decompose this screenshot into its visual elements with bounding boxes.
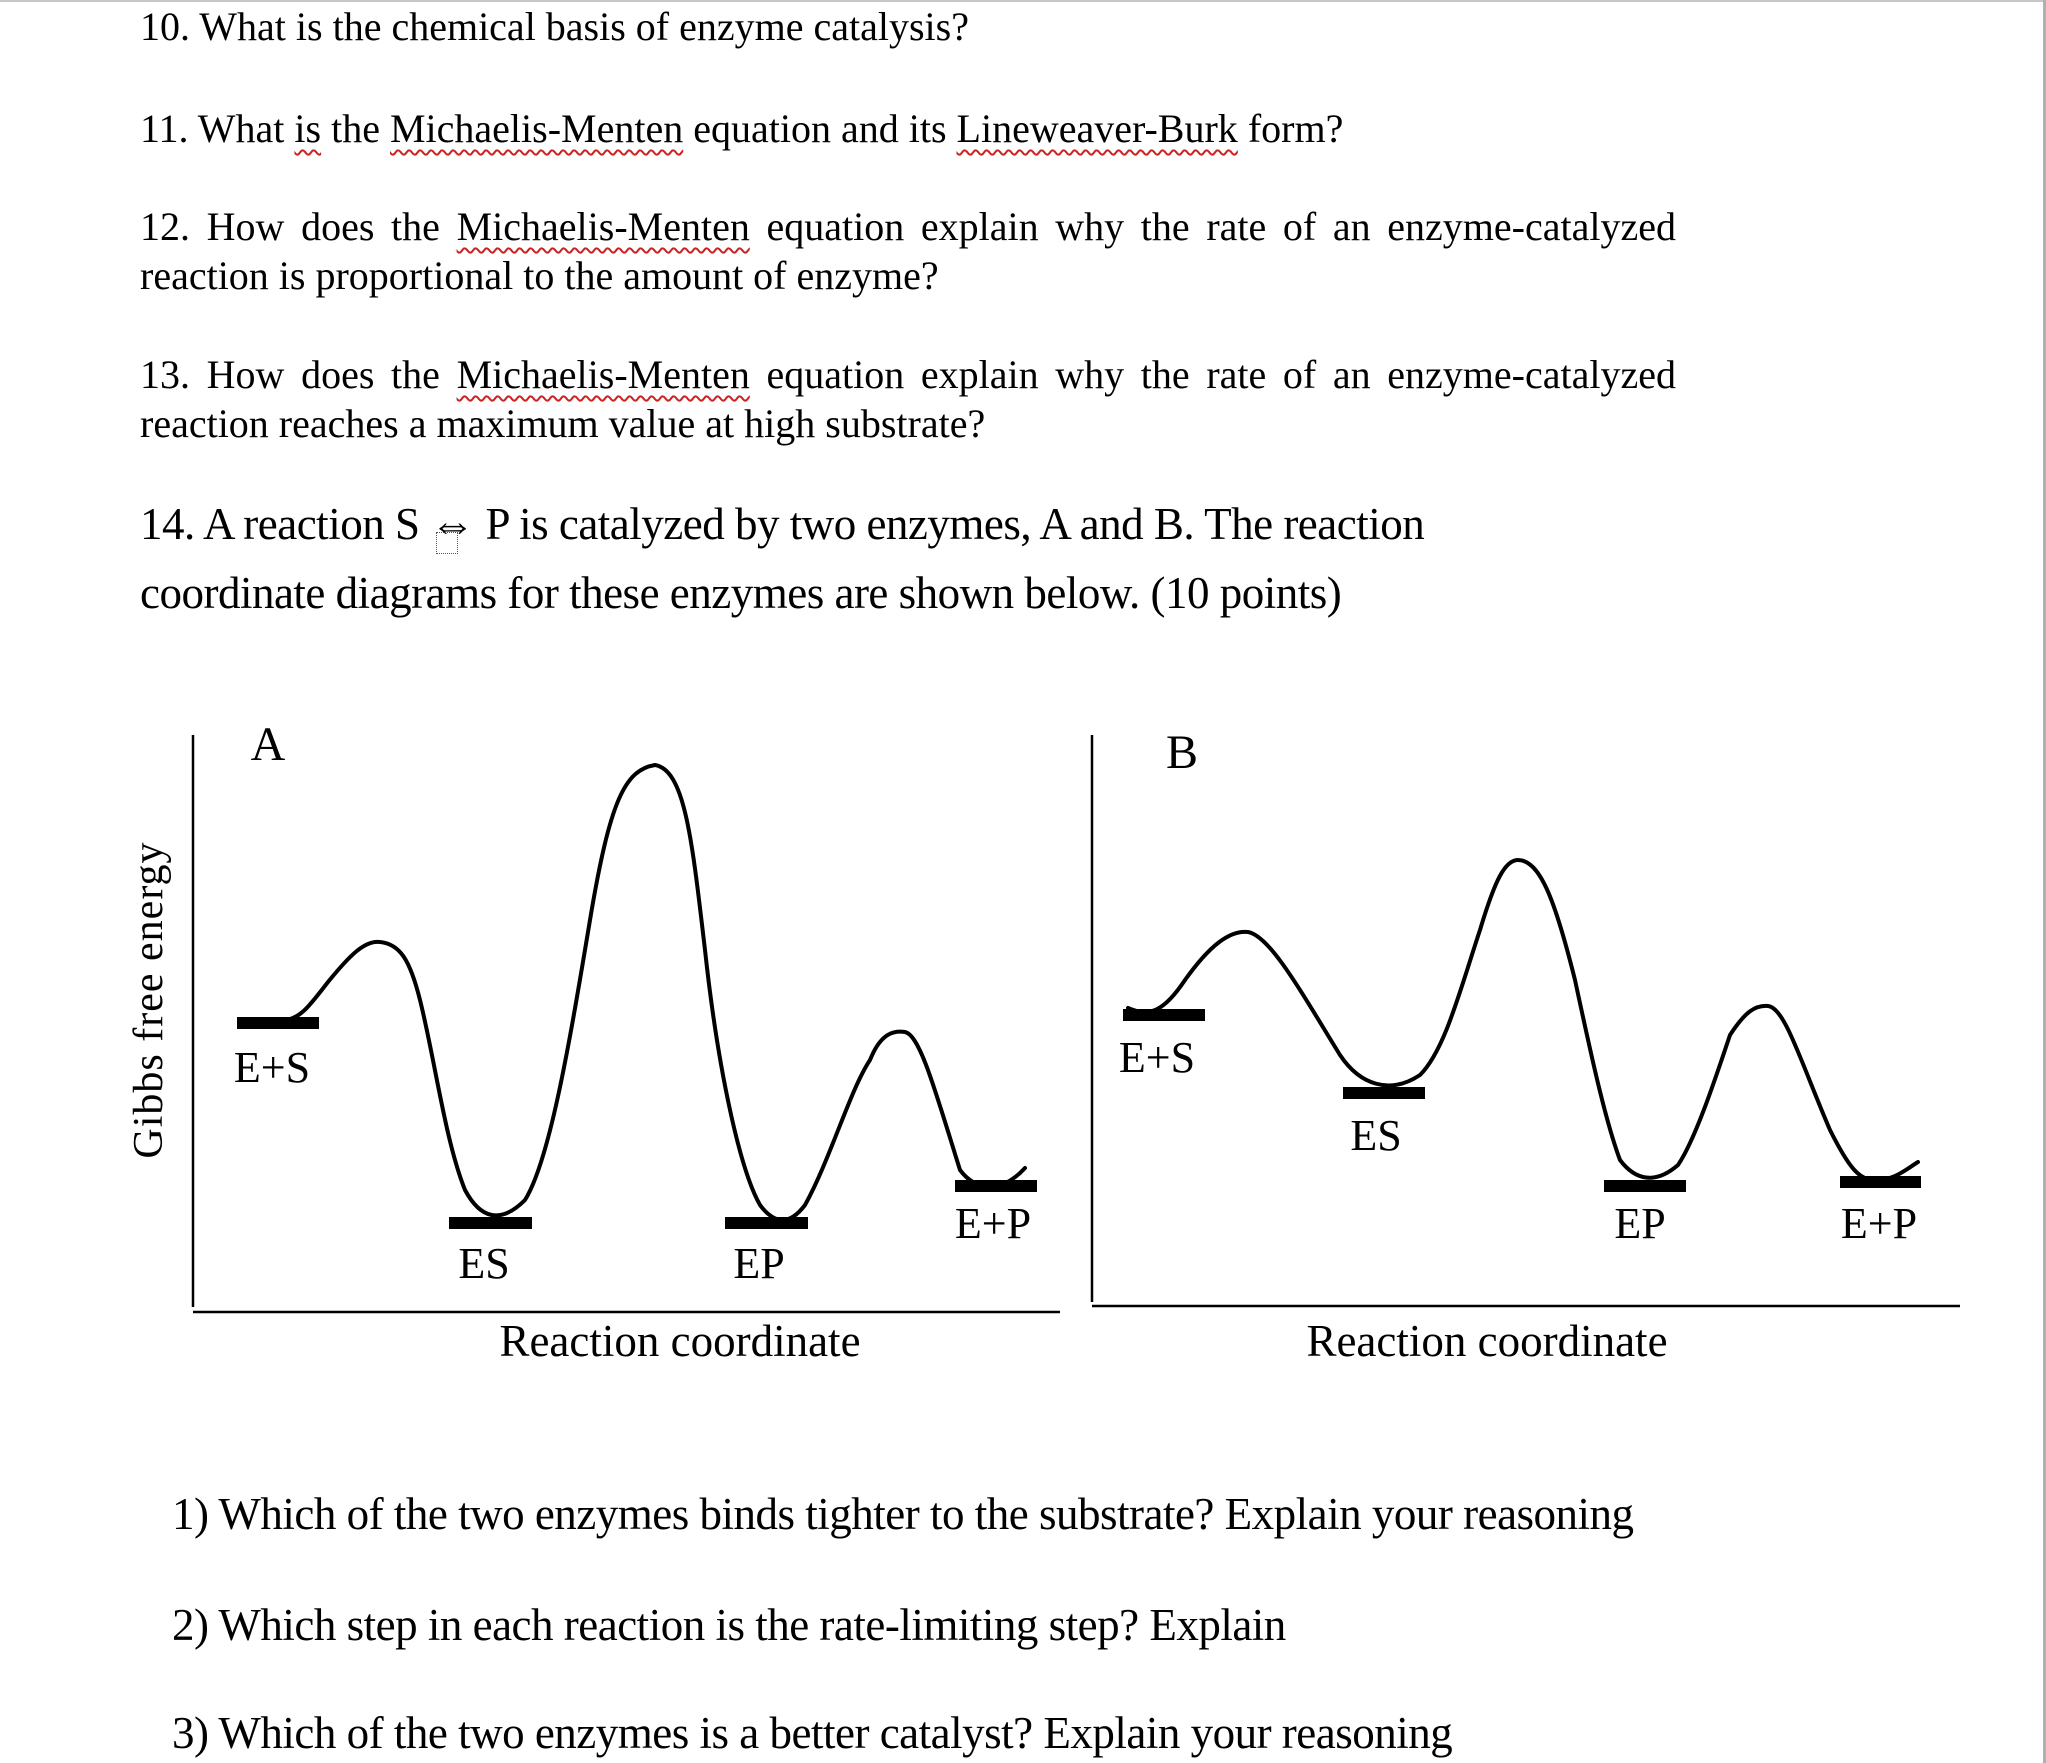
panel-a-title: A xyxy=(250,718,286,771)
panel-b-x-axis-label: Reaction coordinate xyxy=(1306,1316,1668,1366)
double-arrow-glyph: ⇔ xyxy=(430,499,475,549)
panel-a xyxy=(193,718,1060,1366)
question-11-part-2: the xyxy=(321,106,390,151)
y-axis-label: Gibbs free energy xyxy=(126,841,172,1159)
panel-a-energy-curve xyxy=(283,765,1025,1220)
panel-b-label-es: ES xyxy=(1350,1111,1402,1160)
panel-a-label-es-start: E+S xyxy=(233,1043,311,1092)
subquestion-2: 2) Which step in each reaction is the rate-limiting step? Explain xyxy=(172,1600,1286,1650)
question-14-part-2: P is catalyzed by two enzymes, A and B. The reaction coordinate diagrams for these enzymes are shown below. (10 points) xyxy=(140,499,1425,618)
panel-b-label-ep-end: E+P xyxy=(1840,1199,1918,1248)
spellcheck-word-michaelis-menten: Michaelis-Menten xyxy=(389,106,684,151)
question-11-part-3: equation and its xyxy=(683,106,957,151)
question-12-part-2: equation explain why the rate of an enzyme-catalyzed reaction is proportional to the amount of enzyme? xyxy=(140,204,1676,298)
question-13-part-2: equation explain why the rate of an enzyme-catalyzed reaction reaches a maximum value at high substrate? xyxy=(140,352,1676,446)
panel-b-title: B xyxy=(1165,726,1199,779)
panel-b xyxy=(1092,726,1960,1366)
panel-b-energy-curve xyxy=(1128,860,1918,1180)
spellcheck-word-is: is xyxy=(294,106,322,151)
question-11-part-4: form? xyxy=(1237,106,1344,151)
panel-b-label-es-start: E+S xyxy=(1118,1033,1196,1082)
subquestion-3: 3) Which of the two enzymes is a better catalyst? Explain your reasoning xyxy=(172,1708,1453,1758)
panel-a-label-es: ES xyxy=(458,1239,510,1288)
spellcheck-word-michaelis-menten: Michaelis-Menten xyxy=(456,352,750,397)
question-11-part-1: 11. What xyxy=(140,106,295,151)
subquestion-1: 1) Which of the two enzymes binds tighter to the substrate? Explain your reasoning xyxy=(172,1489,1634,1539)
spellcheck-word-lineweaver-burk: Lineweaver-Burk xyxy=(956,106,1238,151)
question-12-part-1: 12. How does the xyxy=(140,204,457,249)
panel-a-x-axis-label: Reaction coordinate xyxy=(499,1316,861,1366)
panel-a-label-ep: EP xyxy=(733,1239,785,1288)
question-10: 10. What is the chemical basis of enzyme catalysis? xyxy=(140,4,969,49)
question-14-part-1: 14. A reaction S xyxy=(140,499,431,549)
panel-b-label-ep: EP xyxy=(1614,1199,1666,1248)
question-13-part-1: 13. How does the xyxy=(140,352,457,397)
spellcheck-word-michaelis-menten: Michaelis-Menten xyxy=(456,204,750,249)
panel-a-label-ep-end: E+P xyxy=(954,1199,1032,1248)
